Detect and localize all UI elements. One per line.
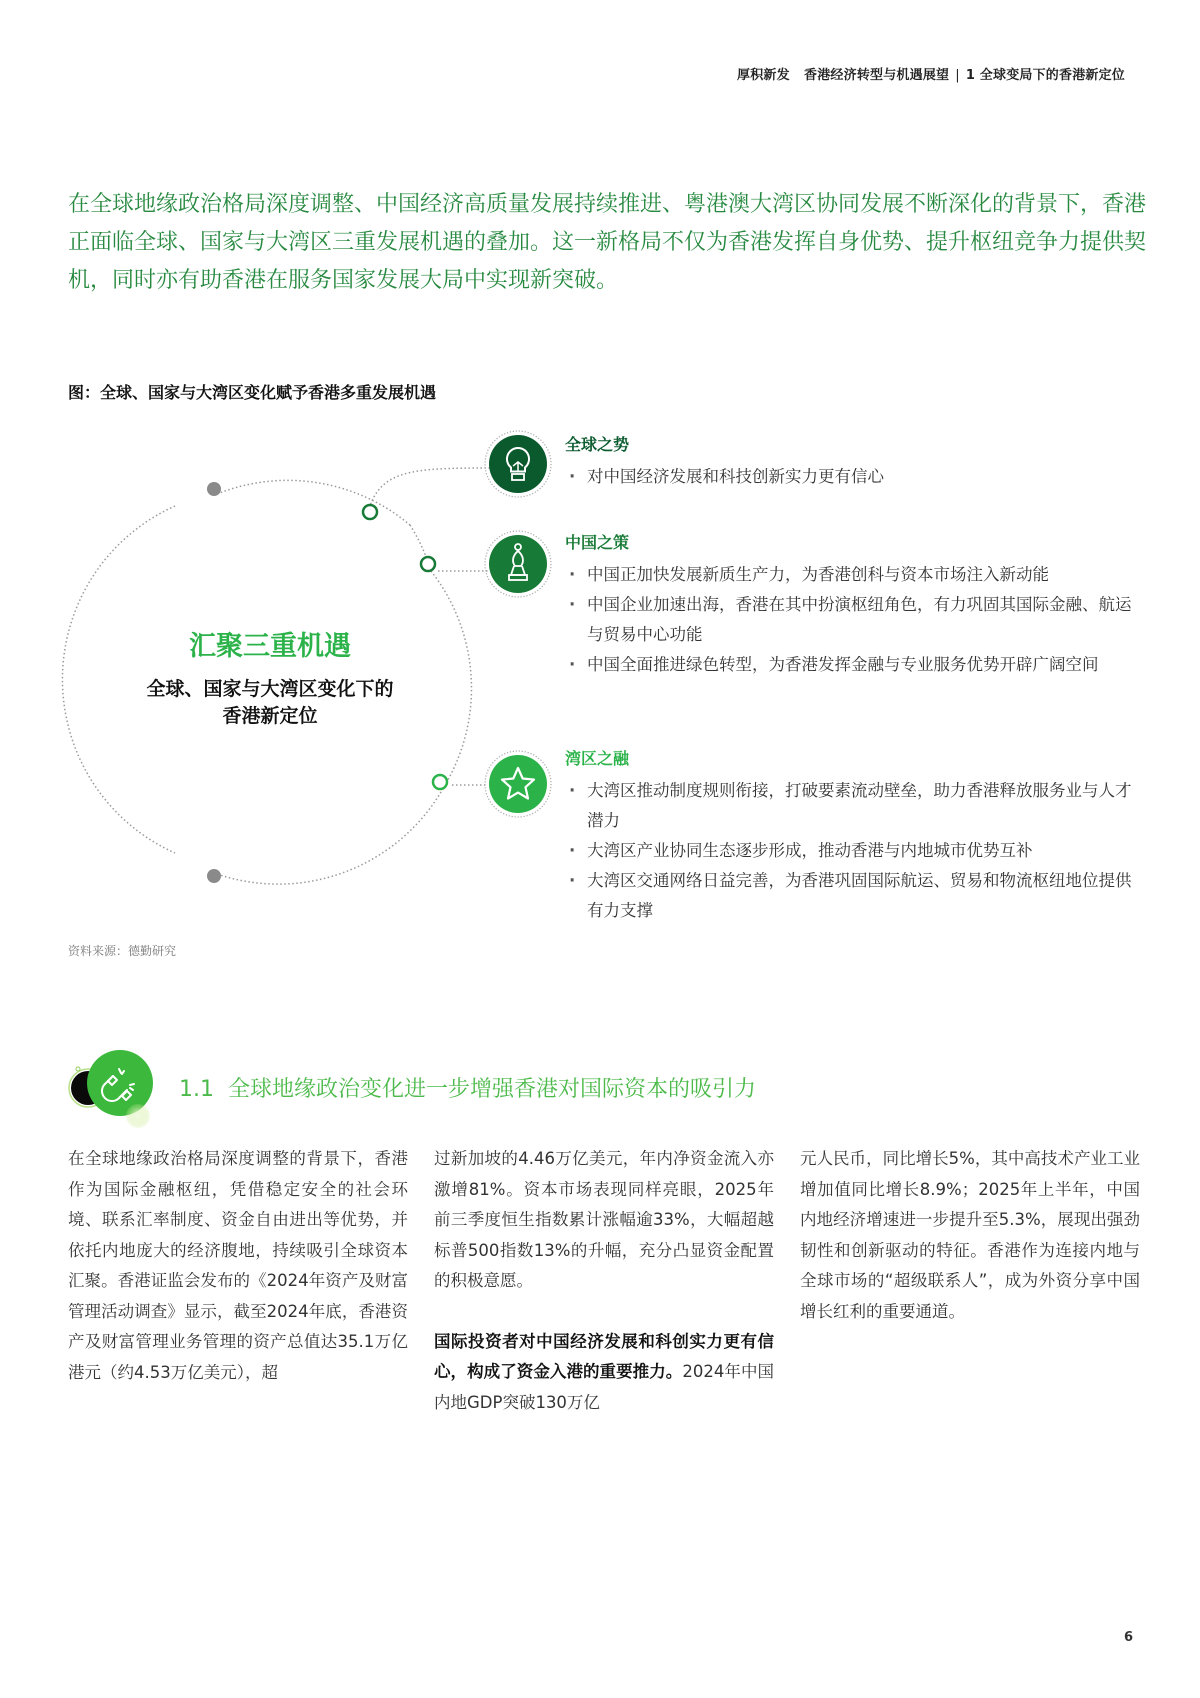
bullet-item: · 中国全面推进绿色转型，为香港发挥金融与专业服务优势开辟广阔空间 <box>565 650 1145 680</box>
section-heading <box>62 1050 962 1130</box>
bullet-list <box>565 462 1145 492</box>
bullet-item: · 大湾区推动制度规则衔接，打破要素流动壁垒，助力香港释放服务业与人才潜力 <box>565 776 1145 836</box>
lightbulb-icon <box>485 431 551 497</box>
branch-title: 中国之策 <box>565 533 630 552</box>
report-title: 厚积新发 <box>737 68 790 83</box>
body-column-1 <box>68 1144 408 1388</box>
report-subtitle: 香港经济转型与机遇展望 <box>804 68 950 83</box>
body-paragraph <box>434 1327 774 1419</box>
figure-source: 资料来源：德勤研究 <box>68 944 177 958</box>
bold-lead-sentence: 国际投资者对中国经济发展和科创实力更有信心，构成了资金入港的重要推力。 <box>434 1331 774 1381</box>
arc-end-dot-top <box>207 482 221 496</box>
bullet-list <box>565 560 1145 680</box>
hub-subtitle <box>110 676 430 730</box>
section-title-text: 全球地缘政治变化进一步增强香港对国际资本的吸引力 <box>228 1077 757 1102</box>
chess-bishop-icon <box>485 531 551 597</box>
body-column-2 <box>434 1144 774 1418</box>
star-icon <box>485 751 551 817</box>
bullet-item: · 中国正加快发展新质生产力，为香港创科与资本市场注入新动能 <box>565 560 1145 590</box>
paragraph-continuation: 2024年中国内地GDP突破130万亿 <box>434 1362 775 1412</box>
hub-title: 汇聚三重机遇 <box>189 631 351 662</box>
body-paragraph: 在全球地缘政治格局深度调整的背景下，香港作为国际金融枢纽，凭借稳定安全的社会环境、联系汇率制度、资金自由进出等优势，并依托内地庞大的经济腹地，持续吸引全球资本汇聚。香港证监会发布的《2024年资产及财富管理活动调查》显示，截至2024年底，香港资产及财富管理业务管理的资产总值达35.1万亿港元（约4.53万亿美元），超 <box>68 1149 408 1382</box>
page-number: 6 <box>1124 1630 1134 1645</box>
magnet-icon <box>62 1050 172 1130</box>
running-header <box>737 64 1125 83</box>
bullet-item: · 中国企业加速出海，香港在其中扮演枢纽角色，有力巩固其国际金融、航运与贸易中心功能 <box>565 590 1145 650</box>
hub-subtitle-line2: 香港新定位 <box>222 705 318 727</box>
body-column-3 <box>800 1144 1140 1327</box>
branch-title: 湾区之融 <box>565 749 630 768</box>
body-paragraph: 过新加坡的4.46万亿美元，年内净资金流入亦激增81%。资本市场表现同样亮眼，2025年前三季度恒生指数累计涨幅逾33%，大幅超越标普500指数13%的升幅，充分凸显资金配置的积极意愿。 <box>434 1149 774 1290</box>
hub-subtitle-line1: 全球、国家与大湾区变化下的 <box>146 678 394 700</box>
branch-title: 全球之势 <box>565 435 630 454</box>
chapter-label: 1 全球变局下的香港新定位 <box>965 68 1125 83</box>
node-national <box>421 557 435 571</box>
body-paragraph: 元人民币，同比增长5%，其中高技术产业工业增加值同比增长8.9%；2025年上半年，中国内地经济增速进一步提升至5.3%，展现出强劲韧性和创新驱动的特征。香港作为连接内地与全球市场的“超级联系人”，成为外资分享中国增长红利的重要通道。 <box>800 1149 1140 1321</box>
figure-title: 图：全球、国家与大湾区变化赋予香港多重发展机遇 <box>68 383 437 402</box>
branch-global <box>565 434 1145 492</box>
bullet-item: · 大湾区产业协同生态逐步形成，推动香港与内地城市优势互补 <box>565 836 1145 866</box>
header-separator: | <box>955 68 960 83</box>
branch-national <box>565 532 1145 680</box>
node-bay <box>433 775 447 789</box>
section-title <box>179 1072 756 1103</box>
section-number: 1.1 <box>179 1077 214 1102</box>
intro-paragraph: 在全球地缘政治格局深度调整、中国经济高质量发展持续推进、粤港澳大湾区协同发展不断深化的背景下，香港正面临全球、国家与大湾区三重发展机遇的叠加。这一新格局不仅为香港发挥自身优势、提升枢纽竞争力提供契机，同时亦有助香港在服务国家发展大局中实现新突破。 <box>68 192 1147 293</box>
bullet-item: · 对中国经济发展和科技创新实力更有信心 <box>565 462 1145 492</box>
bullet-list <box>565 776 1145 926</box>
branch-bay-area <box>565 748 1145 926</box>
arc-end-dot-bottom <box>207 869 221 883</box>
node-global <box>363 505 377 519</box>
bullet-item: · 大湾区交通网络日益完善，为香港巩固国际航运、贸易和物流枢纽地位提供有力支撑 <box>565 866 1145 926</box>
